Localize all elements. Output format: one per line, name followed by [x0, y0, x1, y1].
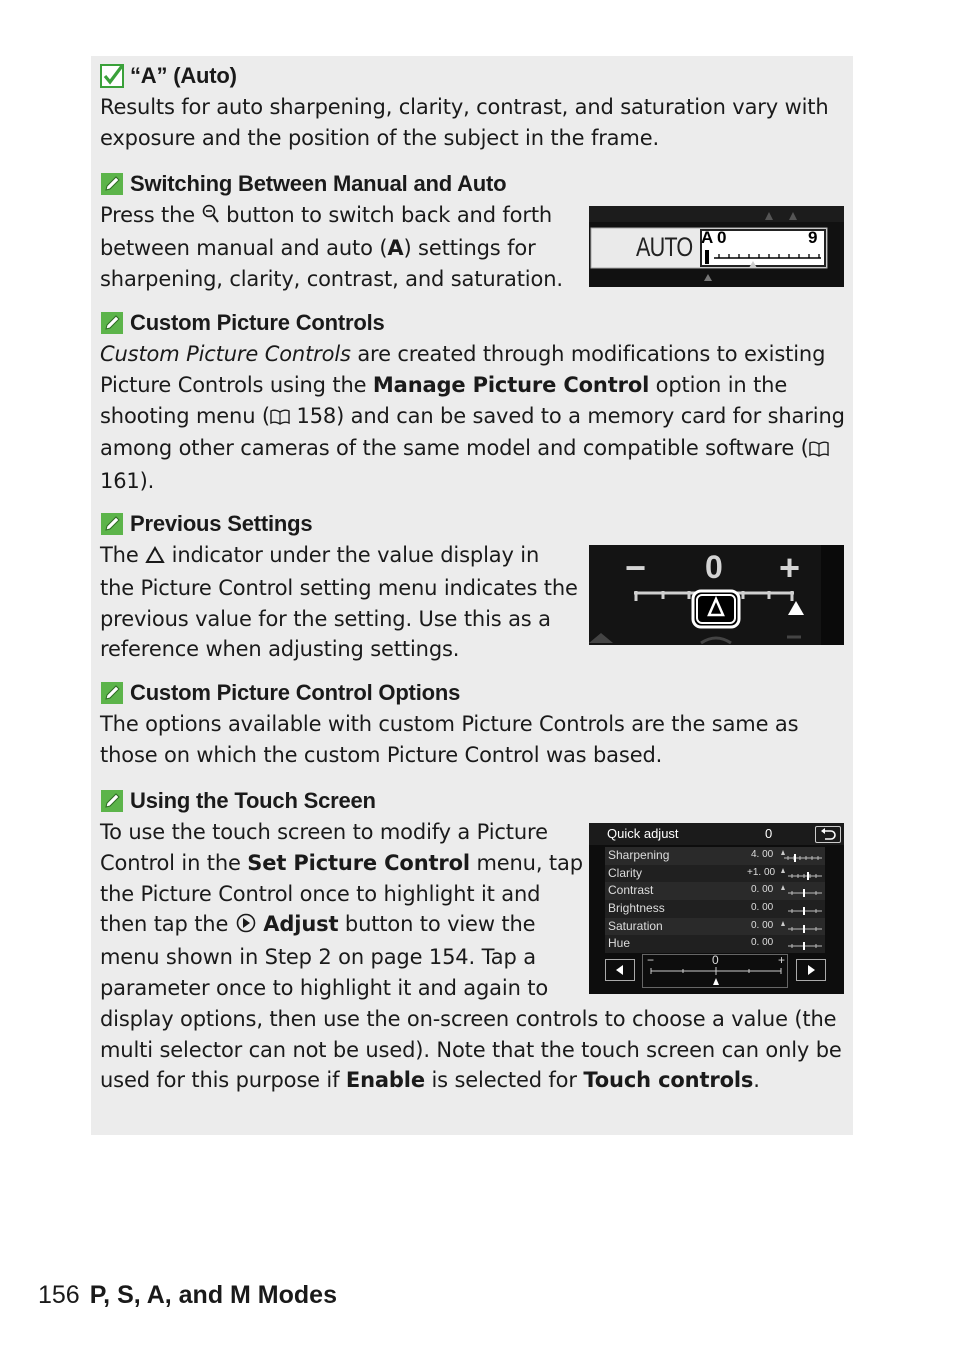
heading-text: Custom Picture Control Options: [130, 680, 461, 705]
auto-setting-screenshot: [589, 206, 844, 287]
quick-adjust-value: 0: [765, 826, 773, 841]
section-custom-picture-controls: [100, 307, 845, 497]
previous-button[interactable]: [605, 959, 635, 981]
auto-label: AUTO: [636, 232, 693, 262]
heading-text: Switching Between Manual and Auto: [130, 171, 507, 196]
plus-label: +: [779, 547, 801, 588]
parameter-row[interactable]: Sharpening 4. 00: [605, 847, 825, 865]
paragraph: To use the touch screen to modify a Picture Control in the Set Picture Control menu, tap the Picture Control once to highlight it and then tap the Adjust button to view the menu shown in Step 2 on page 154. Tap a parameter once to highlight it and again to display options, then use the on-screen controls to choose a value (the multi selector can not be used). Note that the touch screen can only be used for this purpose if Enable is selected for Touch controls.: [100, 820, 842, 1093]
paragraph: Press the button to switch back and forth between manual and auto (A) settings for sharpening, clarity, contrast, and saturation.: [100, 203, 563, 291]
paragraph: The options available with custom Picture Controls are the same as those on which the custom Picture Control was based.: [100, 712, 799, 767]
section-heading: [100, 508, 845, 540]
checkmark-icon: [100, 64, 124, 88]
page-number: 156: [38, 1280, 80, 1309]
paragraph: Results for auto sharpening, clarity, contrast, and saturation vary with exposure and the position of the subject in the frame.: [100, 95, 829, 150]
book-reference-icon: [270, 403, 290, 434]
heading-text: Custom Picture Controls: [130, 310, 385, 335]
quick-adjust-title: Quick adjust: [607, 826, 679, 841]
heading-text: Using the Touch Screen: [130, 788, 376, 813]
heading-text: Previous Settings: [130, 511, 313, 536]
chapter-title: P, S, A, and M Modes: [89, 1280, 337, 1309]
parameter-row[interactable]: Hue 0. 00: [605, 935, 825, 953]
zoom-out-button-icon: [202, 202, 220, 233]
auto-a-label: A: [701, 228, 714, 247]
zero-label: 0: [705, 549, 723, 585]
section-custom-options: [100, 677, 845, 771]
minus-label: −: [625, 547, 647, 588]
pencil-note-icon: [100, 681, 124, 705]
section-heading: [100, 307, 845, 339]
scale-zero-label: 0: [717, 228, 727, 247]
section-auto: [100, 60, 845, 154]
parameter-row[interactable]: Contrast 0. 00: [605, 882, 825, 900]
next-button[interactable]: [796, 959, 826, 981]
previous-settings-screenshot: [589, 545, 844, 645]
scale-nine-label: 9: [808, 228, 818, 247]
slider-plus-label: +: [778, 953, 786, 967]
multi-selector-icon: [235, 911, 257, 942]
section-heading: [100, 60, 845, 92]
parameter-list: [605, 847, 825, 953]
paragraph: The indicator under the value display in the Picture Control setting menu indicates the previous value for the setting. Use this as a reference when adjusting settings.: [100, 543, 578, 662]
section-heading: [100, 168, 845, 200]
quick-adjust-screenshot: [589, 823, 844, 994]
pencil-note-icon: [100, 512, 124, 536]
pencil-note-icon: [100, 311, 124, 335]
pencil-note-icon: [100, 789, 124, 813]
paragraph: Custom Picture Controls are created through modifications to existing Picture Controls using the Manage Picture Control option in the shooting menu ( 158) and can be saved to a memory card for sharing among other cameras of the same model and compatible software ( 161).: [100, 342, 845, 494]
page-footer: [38, 1278, 337, 1312]
section-heading: [100, 785, 845, 817]
parameter-row[interactable]: Saturation 0. 00: [605, 918, 825, 936]
book-reference-icon: [809, 435, 829, 466]
back-button[interactable]: [815, 826, 841, 843]
pencil-note-icon: [100, 172, 124, 196]
parameter-row[interactable]: Brightness 0. 00: [605, 900, 825, 918]
previous-value-triangle-icon: [145, 542, 165, 573]
value-slider[interactable]: [642, 954, 788, 988]
parameter-row[interactable]: Clarity +1. 00: [605, 865, 825, 883]
slider-minus-label: −: [647, 953, 655, 967]
heading-text: “A” (Auto): [130, 63, 237, 88]
section-heading: [100, 677, 845, 709]
slider-zero-label: 0: [712, 953, 719, 967]
